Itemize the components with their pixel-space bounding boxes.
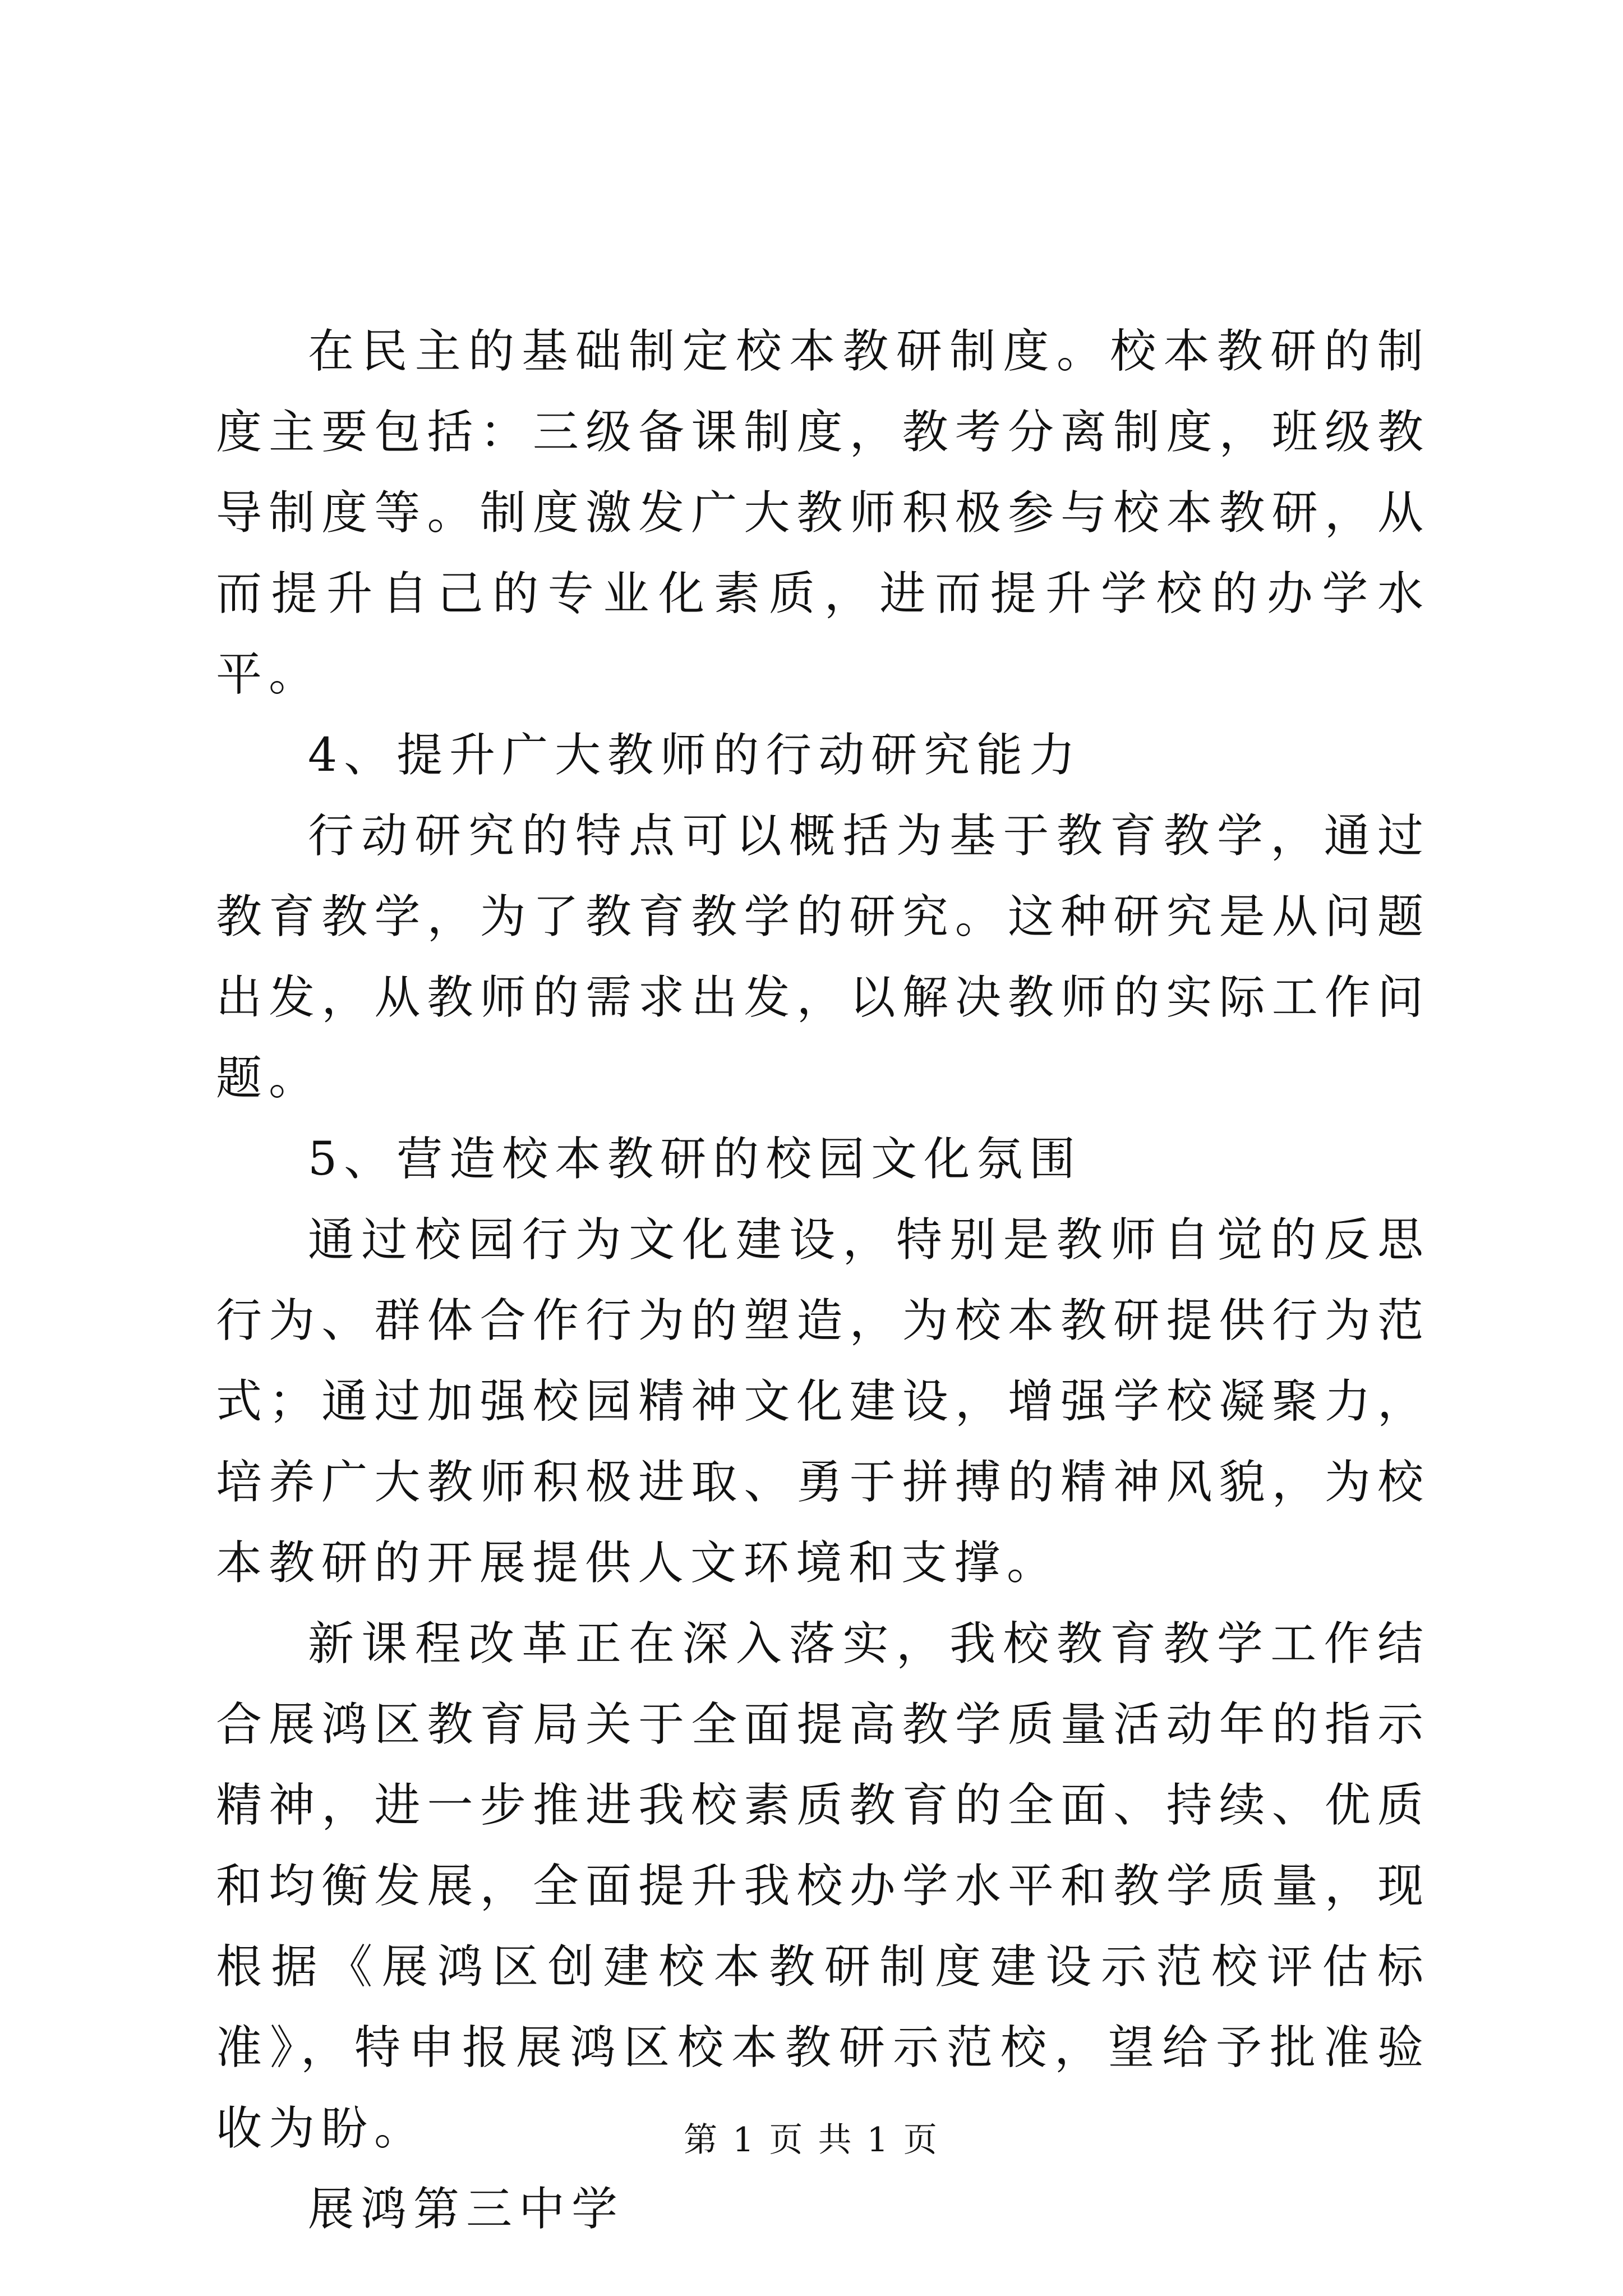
heading-campus-culture: 5、营造校本教研的校园文化氛围 <box>308 1133 1082 1186</box>
paragraph-school-system: 在民主的基础制定校本教研制度。校本教研的制度主要包括：三级备课制度，教考分离制度，班级教导制度等。制度激发广大教师积极参与校本教研，从而提升自己的专业化素质，进而提升学校的办学水平。 <box>216 325 1430 701</box>
paragraph-campus-culture: 通过校园行为文化建设，特别是教师自觉的反思行为、群体合作行为的塑造，为校本教研提供行为范式；通过加强校园精神文化建设，增强学校凝聚力，培养广大教师积极进取、勇于拼搏的精神风貌，为校本教研的开展提供人文环境和支撑。 <box>216 1213 1430 1590</box>
page-footer: 第 1 页 共 1 页 <box>684 2120 939 2160</box>
heading-action-research: 4、提升广大教师的行动研究能力 <box>308 729 1082 782</box>
paragraph-application: 新课程改革正在深入落实，我校教育教学工作结合展鸿区教育局关于全面提高教学质量活动年的指示精神，进一步推进我校素质教育的全面、持续、优质和均衡发展，全面提升我校办学水平和教学质量，现根据《展鸿区创建校本教研制度建设示范校评估标准》，特申报展鸿区校本教研示范校，望给予批准验收为盼。 <box>216 1617 1430 2155</box>
paragraph-action-research: 行动研究的特点可以概括为基于教育教学，通过教育教学，为了教育教学的研究。这种研究是从问题出发，从教师的需求出发，以解决教师的实际工作问题。 <box>216 809 1430 1105</box>
signature-school-name: 展鸿第三中学 <box>308 2183 625 2236</box>
document-body <box>216 311 1430 2250</box>
